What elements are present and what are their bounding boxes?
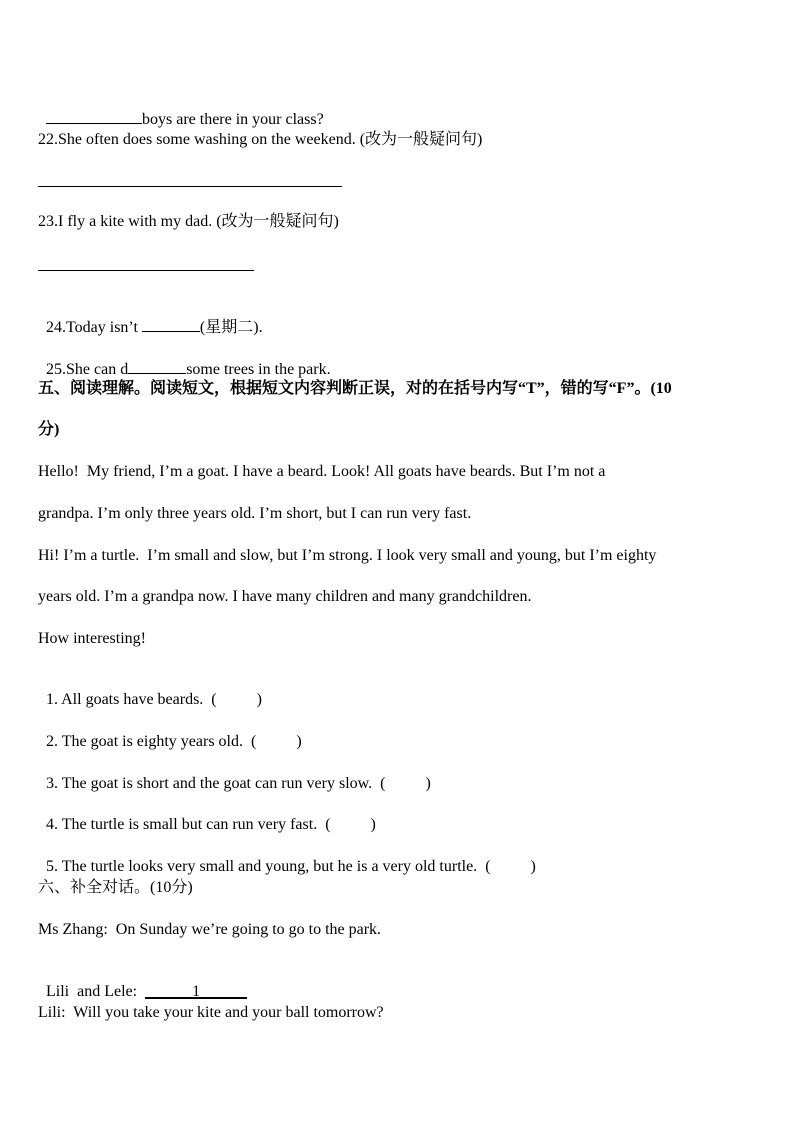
answer-parentheses[interactable]: ( ): [251, 733, 302, 750]
answer-blank[interactable]: [46, 108, 142, 124]
tf-item-1: [38, 670, 262, 710]
question-23: 23.I fly a kite with my dad. (改为一般疑问句): [38, 213, 339, 230]
passage-line: Hello! My friend, I’m a goat. I have a beard. Look! All goats have beards. But I’m not a: [38, 463, 606, 480]
answer-blank[interactable]: [128, 358, 186, 374]
answer-blank[interactable]: [142, 316, 200, 332]
tf-item-text: 5. The turtle looks very small and young, but he is a very old turtle.: [46, 858, 478, 875]
tf-item-text: 1. All goats have beards.: [46, 691, 204, 708]
dialogue-line-blank: [38, 962, 247, 1002]
question-21-text: boys are there in your class?: [142, 111, 324, 128]
section-5-heading-line2: 分): [38, 421, 60, 438]
tf-item-text: 4. The turtle is small but can run very fast.: [46, 816, 318, 833]
passage-line: grandpa. I’m only three years old. I’m short, but I can run very fast.: [38, 505, 472, 522]
dialogue-line: Lili: Will you take your kite and your ball tomorrow?: [38, 1004, 384, 1021]
question-22: 22.She often does some washing on the weekend. (改为一般疑问句): [38, 131, 483, 148]
answer-parentheses[interactable]: ( ): [485, 858, 536, 875]
question-24-after: (星期二).: [199, 319, 263, 336]
tf-item-3: [38, 754, 431, 794]
answer-parentheses[interactable]: ( ): [380, 775, 431, 792]
answer-parentheses[interactable]: ( ): [211, 691, 262, 708]
dialogue-line: Ms Zhang: On Sunday we’re going to go to the park.: [38, 921, 382, 938]
passage-line: Hi! I’m a turtle. I’m small and slow, but I’m strong. I look very small and young, but I’m eighty: [38, 547, 657, 564]
question-24-before: 24.Today isn’t: [46, 319, 142, 336]
question-25: [38, 338, 331, 380]
blank-number: 1: [192, 983, 201, 1000]
passage-line: How interesting!: [38, 630, 146, 647]
passage-line: years old. I’m a grandpa now. I have many children and many grandchildren.: [38, 588, 532, 605]
section-6-heading: 六、补全对话。(10分): [38, 879, 193, 896]
question-25-after: some trees in the park.: [186, 361, 331, 378]
dialogue-answer-blank[interactable]: [145, 982, 247, 999]
tf-item-text: 2. The goat is eighty years old.: [46, 733, 243, 750]
answer-line-22[interactable]: [38, 186, 342, 187]
question-24: [38, 296, 263, 338]
answer-parentheses[interactable]: ( ): [325, 816, 376, 833]
answer-line-23[interactable]: [38, 270, 254, 271]
tf-item-5: [38, 837, 536, 877]
tf-item-2: [38, 712, 302, 752]
tf-item-text: 3. The goat is short and the goat can run very slow.: [46, 775, 373, 792]
question-21: [38, 88, 324, 130]
section-5-heading-line1: 五、阅读理解。阅读短文，根据短文内容判断正误，对的在括号内写“T”，错的写“F”。(10: [38, 380, 672, 397]
dialogue-speaker: Lili and Lele:: [46, 983, 146, 1000]
question-25-before: 25.She can d: [46, 361, 129, 378]
tf-item-4: [38, 795, 376, 835]
